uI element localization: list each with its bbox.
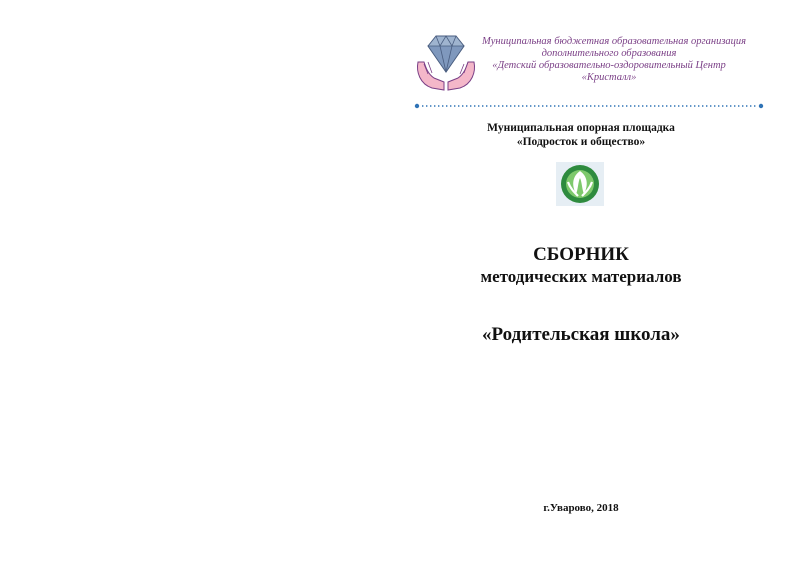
org-line-3: «Детский образовательно-оздоровительный Центр (492, 60, 726, 71)
place-and-year: г.Уварово, 2018 (543, 502, 619, 514)
platform-line-2: «Подросток и общество» (516, 136, 646, 148)
organization-name (482, 36, 747, 84)
organization-header (414, 30, 769, 102)
platform-line-1: Муниципальная опорная площадка (487, 122, 675, 134)
org-line-1: Муниципальная бюджетная образовательная организация (482, 36, 747, 47)
org-line-2: дополнительного образования (541, 48, 677, 59)
collection-title (414, 244, 748, 288)
title-main: СБОРНИК (533, 244, 629, 265)
platform-title (414, 121, 748, 149)
dotted-divider (414, 103, 764, 109)
org-line-4: «Кристалл» (581, 72, 637, 83)
crystal-in-hands-icon (414, 32, 478, 92)
title-sub: методических материалов (480, 267, 682, 286)
green-emblem-icon (556, 162, 604, 206)
collection-subtitle: «Родительская школа» (482, 324, 680, 345)
